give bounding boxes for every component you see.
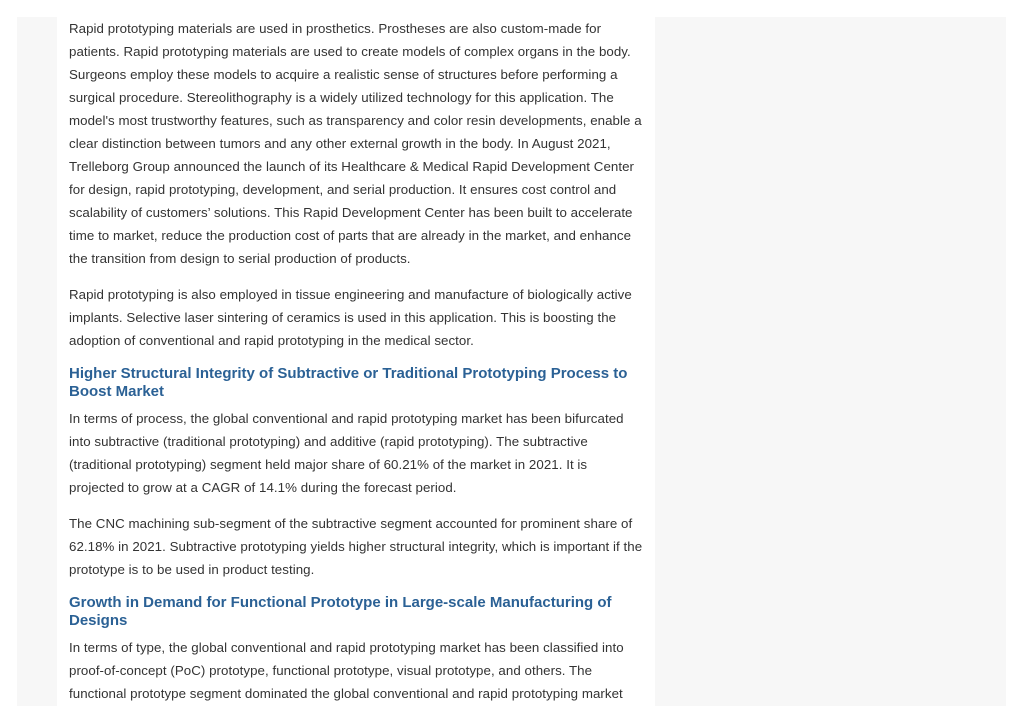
sidebar-panel	[655, 17, 1006, 706]
heading-type-segment: Growth in Demand for Functional Prototype in Large-scale Manufacturing of Designs	[69, 594, 612, 629]
heading-process-segment: Higher Structural Integrity of Subtractive or Traditional Prototyping Process to Boost Market	[69, 365, 628, 400]
paragraph-process-share: In terms of process, the global conventional and rapid prototyping market has been bifurcated into subtractive (traditional prototyping) and additive (rapid prototyping). The subtractive (traditional prototyping) segment held major share of 60.21% of the market in 2021. It is projected to grow at a CAGR of 14.1% during the forecast period.	[69, 411, 624, 495]
left-gutter	[17, 17, 57, 706]
paragraph-prosthetics: Rapid prototyping materials are used in prosthetics. Prostheses are also custom-made for patients. Rapid prototyping materials are used to create models of complex organs in the body. Surgeons employ these models to acquire a realistic sense of structures before performing a surgical procedure. Stereolithography is a widely utilized technology for this application. The model's most trustworthy features, such as transparency and color resin developments, enable a clear distinction between tumors and any other external growth in the body. In August 2021, Trelleborg Group announced the launch of its Healthcare & Medical Rapid Development Center for design, rapid prototyping, development, and serial production. It ensures cost control and scalability of customers’ solutions. This Rapid Development Center has been built to accelerate time to market, reduce the production cost of parts that are already in the market, and enhance the transition from design to serial production of products.	[69, 21, 642, 266]
article-content	[57, 17, 655, 706]
paragraph-tissue-engineering: Rapid prototyping is also employed in tissue engineering and manufacture of biologically active implants. Selective laser sintering of ceramics is used in this application. This is boosting the adoption of conventional and rapid prototyping in the medical sector.	[69, 287, 632, 348]
paragraph-cnc-machining: The CNC machining sub-segment of the subtractive segment accounted for prominent share of 62.18% in 2021. Subtractive prototyping yields higher structural integrity, which is important if the prototype is to be used in product testing.	[69, 516, 643, 577]
paragraph-type-classification: In terms of type, the global conventional and rapid prototyping market has been classified into proof-of-concept (PoC) prototype, functional prototype, visual prototype, and others. The functional prototype segment dominated the global conventional and rapid prototyping market	[69, 640, 624, 701]
article-body	[57, 17, 655, 705]
